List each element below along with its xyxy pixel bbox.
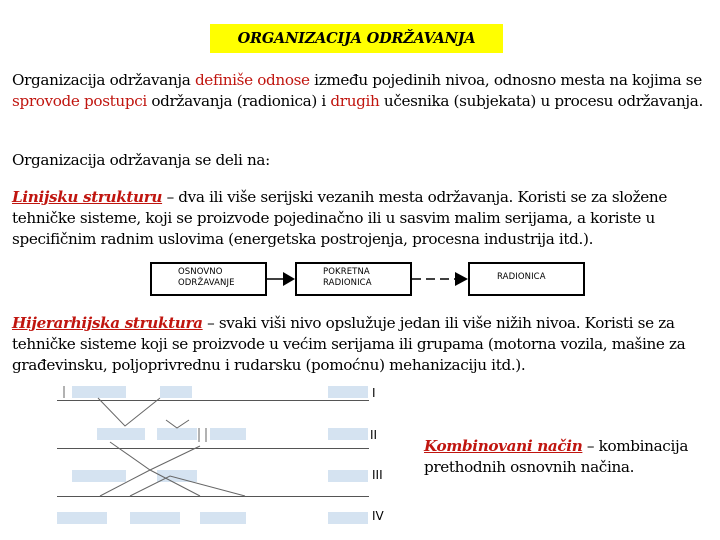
deli-paragraph: Organizacija održavanja se deli na: [12,151,270,169]
level-label-1: I [372,386,376,400]
combo-text: – kombinacija prethodnih osnovnih načina. [424,437,689,476]
flow-box-pokretna-label: POKRETNA RADIONICA [323,267,372,288]
linear-term: Linijsku strukturu [12,188,163,206]
hier-text: – svaki viši nivo opslužuje jedan ili više nižih nivoa. Koristi se za tehničke sisteme koji se proizvode u većim serijama ili grupama (motorna vozila, mašine za građevinsku, poljoprivrednu i rudarsku (pomoćnu) mehanizaciju itd.). [12,314,686,374]
level-label-4: IV [372,509,384,523]
connector-6 [110,442,200,470]
connector-3 [166,420,189,428]
intro-text-4: učesnika (subjekata) u procesu održavanja. [379,92,703,110]
page-title-text: ORGANIZACIJA ODRŽAVANJA [237,30,476,47]
intro-text-2: između pojedinih nivoa, odnosno mesta na kojima se [309,71,702,89]
combo-term: Kombinovani način [424,437,583,455]
level-label-3: III [372,468,383,482]
connector-7 [100,470,200,496]
combo-paragraph [424,436,714,478]
flow-box-radionica-label: RADIONICA [497,272,546,282]
flow-box-osnovno-label: OSNOVNO ODRŽAVANJE [178,267,235,288]
level-label-2: II [370,428,378,442]
intro-red-2: sprovode postupci [12,92,147,110]
intro-red-1: definiše odnose [194,71,310,89]
connector-8 [130,476,245,496]
intro-text-3: održavanja (radionica) i [146,92,331,110]
intro-text-1: Organizacija održavanja [12,71,195,89]
linear-text: – dva ili više serijski vezanih mesta održavanja. Koristi se za složene tehničke sisteme, koji se proizvode pojedinačno ili u sasvim malim serijama, a koriste u specifičnim radnim uslovima (energetska postrojenja, procesna industrija itd.). [12,188,667,248]
hier-term: Hijerarhijska struktura [12,314,203,332]
connector-2 [98,398,160,426]
intro-red-3: drugih [330,92,380,110]
